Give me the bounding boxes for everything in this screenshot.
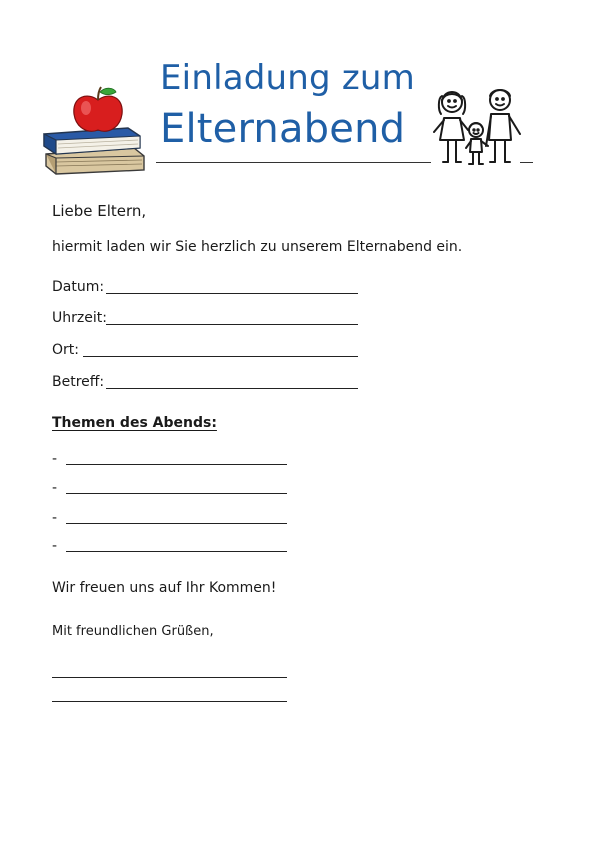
topic-line-1[interactable] (66, 464, 287, 465)
topic-line-3[interactable] (66, 523, 287, 524)
title-line-2: Elternabend (160, 106, 406, 152)
closing-text: Wir freuen uns auf Ihr Kommen! (52, 580, 277, 596)
topic-bullet: - (52, 510, 58, 526)
topic-bullet: - (52, 480, 58, 496)
field-label-datum: Datum: (52, 279, 105, 295)
signature-line-1[interactable] (52, 677, 287, 678)
field-line-uhrzeit[interactable] (106, 324, 358, 325)
family-stick-figures-icon (428, 84, 528, 168)
topics-heading: Themen des Abends: (52, 415, 217, 431)
topic-line-2[interactable] (66, 493, 287, 494)
field-line-datum[interactable] (106, 293, 358, 294)
regards-text: Mit freundlichen Grüßen, (52, 624, 214, 639)
field-line-ort[interactable] (83, 356, 358, 357)
apple-on-books-icon (42, 86, 150, 176)
topic-bullet: - (52, 538, 58, 554)
field-label-uhrzeit: Uhrzeit: (52, 310, 107, 326)
title-line-1: Einladung zum (160, 58, 415, 98)
signature-line-2[interactable] (52, 701, 287, 702)
topic-bullet: - (52, 451, 58, 467)
salutation: Liebe Eltern, (52, 202, 147, 220)
header-rule (156, 162, 431, 163)
field-line-betreff[interactable] (106, 388, 358, 389)
field-label-betreff: Betreff: (52, 374, 105, 390)
topic-line-4[interactable] (66, 551, 287, 552)
field-label-ort: Ort: (52, 342, 79, 358)
intro-text: hiermit laden wir Sie herzlich zu unserem Elternabend ein. (52, 239, 463, 255)
